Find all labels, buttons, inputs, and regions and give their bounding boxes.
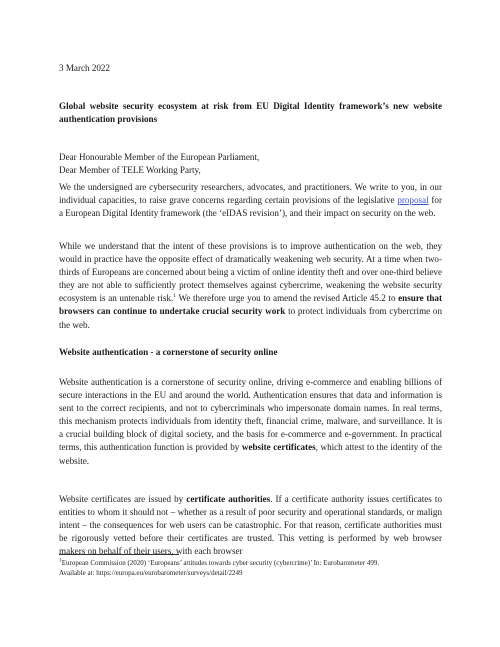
- salutation-line: Dear Honourable Member of the European Parliament,: [59, 152, 260, 162]
- paragraph-text: Website certificates are issued by: [59, 494, 187, 504]
- paragraph-text: . If a certificate authority issues certificates to entities to whom it should not – whether as a result of poor security and operational standards, or malign intent – the consequences for web users can be catastrophic. For that reason, certificate authorities must be rigorously vetted before their certificates are trusted. This vetting is performed by web browser makers on behalf of their users, with each browser: [59, 494, 442, 557]
- letter-date: 3 March 2022: [59, 63, 111, 73]
- footnote-text: Available at: https://europa.eu/eurobarometer/surveys/detail/2249: [59, 569, 243, 577]
- footnote-text: European Commission (2020) ‘Europeans’ attitudes towards cyber security (cybercrime)’ In: Eurobarometer 499.: [61, 559, 380, 567]
- paragraph-text: We the undersigned are cybersecurity researchers, advocates, and practitioners. We write to you, in our individual capacities, to raise grave concerns regarding certain provisions of the legislative: [59, 182, 442, 206]
- paragraph-text: for a European Digital Identity framework (the ‘eIDAS revision’), and their impact on security on the web.: [59, 195, 442, 219]
- salutation-line: Dear Member of TELE Working Party,: [59, 165, 201, 176]
- footnote: [59, 558, 449, 578]
- paragraph-text: to protect individuals from cybercrime on the web.: [59, 306, 442, 330]
- section-heading: Website authentication - a cornerstone of security online: [59, 347, 278, 357]
- paragraph-certificates: [59, 493, 442, 558]
- paragraph-authentication: [59, 376, 442, 468]
- paragraph-concerns: [59, 240, 442, 332]
- footnote-divider: [59, 554, 179, 555]
- footnote-number: 1: [59, 557, 62, 564]
- emphasis-text: ensure that browsers can continue to undertake crucial security work: [59, 293, 443, 317]
- paragraph-intro: [59, 181, 442, 220]
- footnote-ref[interactable]: 1: [173, 293, 177, 300]
- letter-title: Global website security ecosystem at risk from EU Digital Identity framework’s new website authentication provisions: [59, 101, 442, 124]
- paragraph-text: Website authentication is a cornerstone of security online, driving e-commerce and enabling billions of secure interactions in the EU and around the world. Authentication ensures that data and information is sent to the correct recipients, and not to cybercriminals who impersonate domain names. In real terms, this mechanism protects individuals from identity theft, financial crime, malware, and surveillance. It is a crucial building block of digital society, and the basis for e-commerce and e-government. In practical terms, this authentication function is provided by: [59, 377, 442, 453]
- emphasis-text: certificate authorities: [186, 494, 271, 504]
- emphasis-text: website certificates: [241, 442, 316, 453]
- salutation: [59, 151, 442, 177]
- paragraph-text: While we understand that the intent of these provisions is to improve authentication on the web, they would in practice have the opposite effect of dramatically weakening web security. At a time when two-thirds of Europeans are concerned about being a victim of online identity theft and over one-third believe they are not able to sufficiently protect themselves against cybercrime, weakening the website security ecosystem is an untenable risk.: [59, 241, 442, 304]
- paragraph-text: , which attest to the identity of the website.: [59, 442, 442, 466]
- paragraph-text: We therefore urge you to amend the revised Article 45.2 to: [176, 293, 399, 304]
- proposal-link[interactable]: proposal: [397, 195, 429, 206]
